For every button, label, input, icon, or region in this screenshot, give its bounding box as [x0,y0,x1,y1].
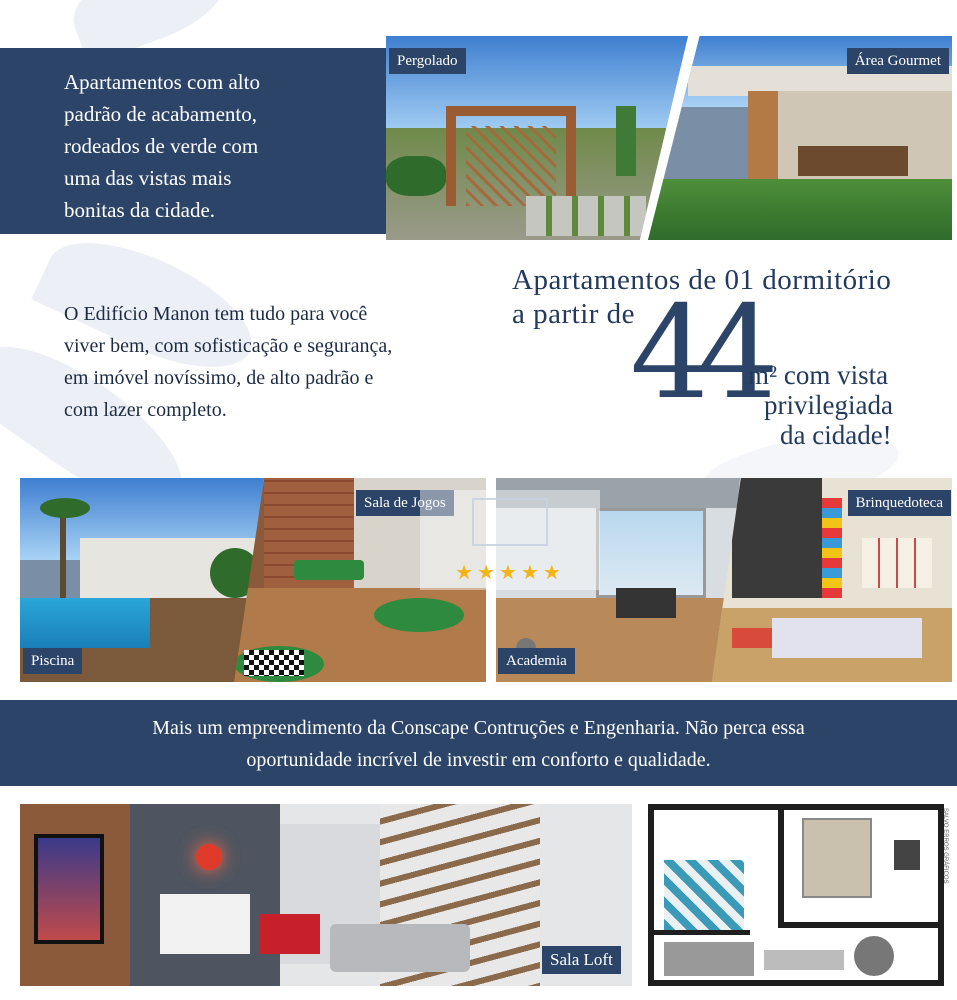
label-brinquedoteca: Brinquedoteca [848,490,951,516]
promo-line-2: a partir de [512,298,636,330]
intro-text: Apartamentos com alto padrão de acabamento, rodeados de verde com uma das vistas mais bonitas da cidade. [64,70,260,222]
floorplan-watermark: SALVO ERROS GRÁFICOS [942,808,948,884]
label-academia: Academia [498,648,575,674]
photo-sala-loft [20,804,632,986]
intro-panel [0,48,386,234]
floorplan-drawing [648,804,944,986]
table-icon [854,936,894,976]
floor-rug [664,860,744,930]
bottom-banner: Mais um empreendimento da Conscape Contruções e Engenharia. Não perca essa oportunidade incrível de investir em conforto e qualidade. [0,700,957,786]
label-sala-de-jogos: Sala de Jogos [356,490,454,516]
bed-icon [802,818,872,898]
kitchen-counter [764,950,844,970]
building-icon [472,498,548,546]
label-area-gourmet: Área Gourmet [847,48,949,74]
description-text: O Edifício Manon tem tudo para você viver bem, com sofisticação e segurança, em imóvel novíssimo, de alto padrão e com lazer completo. [64,303,393,421]
plant-icon [894,840,920,870]
label-piscina: Piscina [23,648,82,674]
label-pergolado: Pergolado [389,48,466,74]
promo-size-number: 44 [630,279,765,428]
star-rating-icon: ★★★★★ [455,562,565,584]
promo-line-3: m² com vista [748,360,889,390]
promo-line-4: privilegiada [764,390,893,420]
watermark-stamp [420,490,600,590]
sofa-icon [664,942,754,976]
label-sala-loft: Sala Loft [542,946,621,974]
promo-line-1: Apartamentos de 01 dormitório [512,264,892,296]
promo-line-5: da cidade! [780,420,892,450]
